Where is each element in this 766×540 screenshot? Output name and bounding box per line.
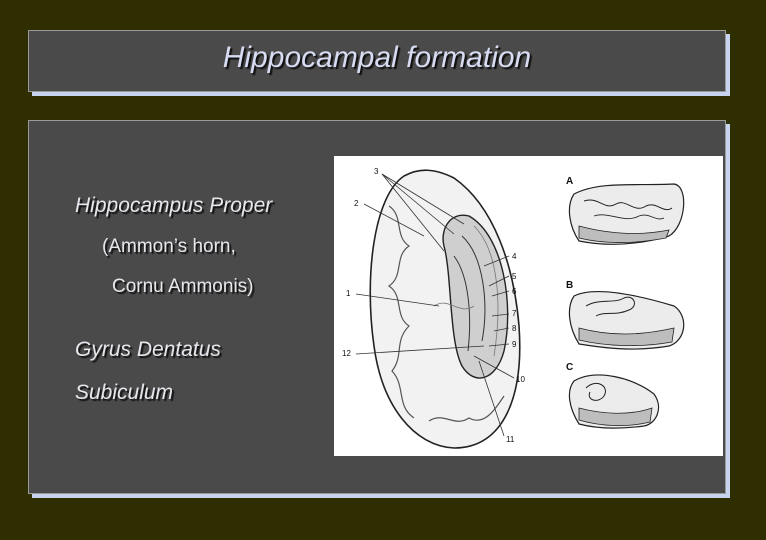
item-cornu-ammonis: Cornu Ammonis) — [112, 276, 254, 297]
figure-label-10: 10 — [516, 375, 525, 384]
panel-letter-b: B — [566, 280, 574, 291]
slide-title: Hippocampal formation — [222, 41, 532, 74]
cross-section-c — [569, 375, 658, 428]
item-gyrus-dentatus: Gyrus Dentatus — [75, 338, 221, 361]
hippocampus-illustration — [334, 156, 723, 456]
figure-label-11: 11 — [506, 435, 515, 444]
figure-label-6: 6 — [512, 287, 517, 296]
panel-letter-a: A — [566, 176, 574, 187]
item-hippocampus-proper: Hippocampus Proper — [75, 194, 273, 217]
figure-label-7: 7 — [512, 309, 517, 318]
item-subiculum: Subiculum — [75, 381, 174, 404]
figure-label-12: 12 — [342, 349, 351, 358]
figure-label-5: 5 — [512, 272, 517, 281]
item-ammons-horn: (Ammon’s horn, — [102, 236, 236, 257]
cross-section-a — [569, 184, 683, 244]
figure-label-4: 4 — [512, 252, 517, 261]
panel-letter-c: C — [566, 362, 574, 373]
figure-label-8: 8 — [512, 324, 517, 333]
figure-label-3: 3 — [374, 167, 379, 176]
figure-label-1: 1 — [346, 289, 351, 298]
figure-label-2: 2 — [354, 199, 359, 208]
title-panel — [28, 30, 726, 92]
cross-section-b — [569, 291, 683, 349]
figure-label-9: 9 — [512, 340, 517, 349]
anatomy-drawing — [334, 156, 723, 456]
